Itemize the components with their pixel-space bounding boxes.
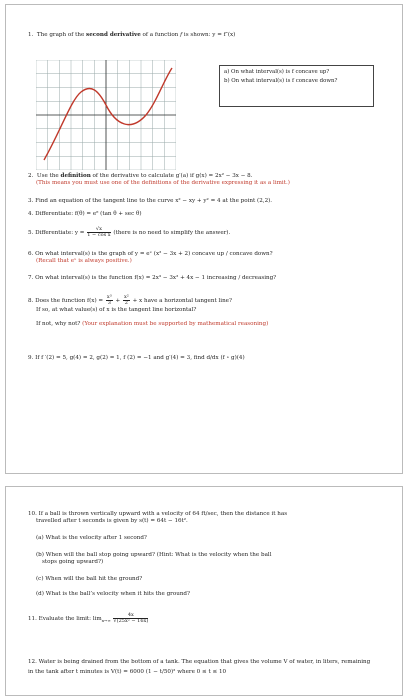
question-1b: b) On what interval(s) is f concave down?: [224, 78, 338, 84]
question-12-volume: in the tank after t minutes is V(t) = 6000 (1 − t/50)² where 0 ≤ t ≤ 10: [28, 669, 227, 675]
question-10: 10. If a ball is thrown vertically upward with a velocity of 64 ft/sec, then the distance it has: [28, 511, 288, 517]
question-8-c: If not, why not? (Your explanation must be supported by mathematical reasoning): [36, 321, 269, 327]
worksheet-page-1: [5, 4, 403, 474]
question-5: 5. Differentiate: y = $\frac{√x}{\text{1 − cos x}}$ (there is no need to simplify the answer).: [28, 226, 231, 238]
question-11: 11. Evaluate the limit: $\lim_{x\to\infty}$ $\frac{4x}{\text{√(25x² − 16x)}}$: [28, 612, 149, 624]
question-10c: (c) When will the ball hit the ground?: [36, 576, 143, 582]
question-10a: (a) What is the velocity after 1 second?: [36, 535, 147, 541]
question-6-note: (Recall that eˣ is always positive.): [36, 258, 132, 264]
question-7: 7. On what interval(s) is the function f(x) = 2x³ − 3x² + 4x − 1 increasing / decreasing?: [28, 275, 277, 281]
question-10d: (d) What is the ball’s velocity when it hits the ground?: [36, 591, 191, 597]
question-6: 6. On what interval(s) is the graph of y = eˣ (x² − 3x + 2) concave up / concave down?: [28, 251, 273, 257]
question-10-distance: travelled after t seconds is given by s(t) = 64t − 16t².: [36, 518, 188, 524]
interval-answer-box: [219, 65, 374, 107]
question-9: 9. If f ′(2) = 5, g(4) = 2, g(2) = 1, f (2) = −1 and g′(4) = 3, find d/dx (f ∘ g)(4): [28, 355, 245, 361]
worksheet-page-2: [5, 486, 403, 696]
question-8-b: If so, at what value(s) of x is the tangent line horizontal?: [36, 307, 197, 313]
question-10b-cont: stops going upward?): [42, 559, 104, 565]
question-2: 2. Use the definition of the derivative to calculate g′(a) if g(x) = 2x² − 3x − 8.: [28, 173, 253, 179]
question-1: 1. The graph of the second derivative of a function f is shown: y = f″(x): [28, 32, 236, 38]
second-derivative-graph: [36, 60, 176, 170]
question-2-note: (This means you must use one of the definitions of the derivative expressing it as a limit.): [36, 180, 290, 186]
question-3: 3. Find an equation of the tangent line to the curve x² − xy + y² = 4 at the point (2,2).: [28, 198, 273, 204]
question-1a: a) On what interval(s) is f concave up?: [224, 69, 330, 75]
question-10b: (b) When will the ball stop going upward? (Hint: What is the velocity when the ball: [36, 552, 272, 558]
question-12: 12. Water is being drained from the bottom of a tank. The equation that gives the volume V of water, in liters, remaining: [28, 659, 371, 665]
question-8: 8. Does the function f(x) = $\frac{\text{x³}}{3}$ + $\frac{\text{x²}}{2}$ + x have a horizontal tangent line?: [28, 294, 232, 306]
question-4: 4. Differentiate: f(θ) = eᶿ (tan θ + sec θ): [28, 211, 142, 217]
